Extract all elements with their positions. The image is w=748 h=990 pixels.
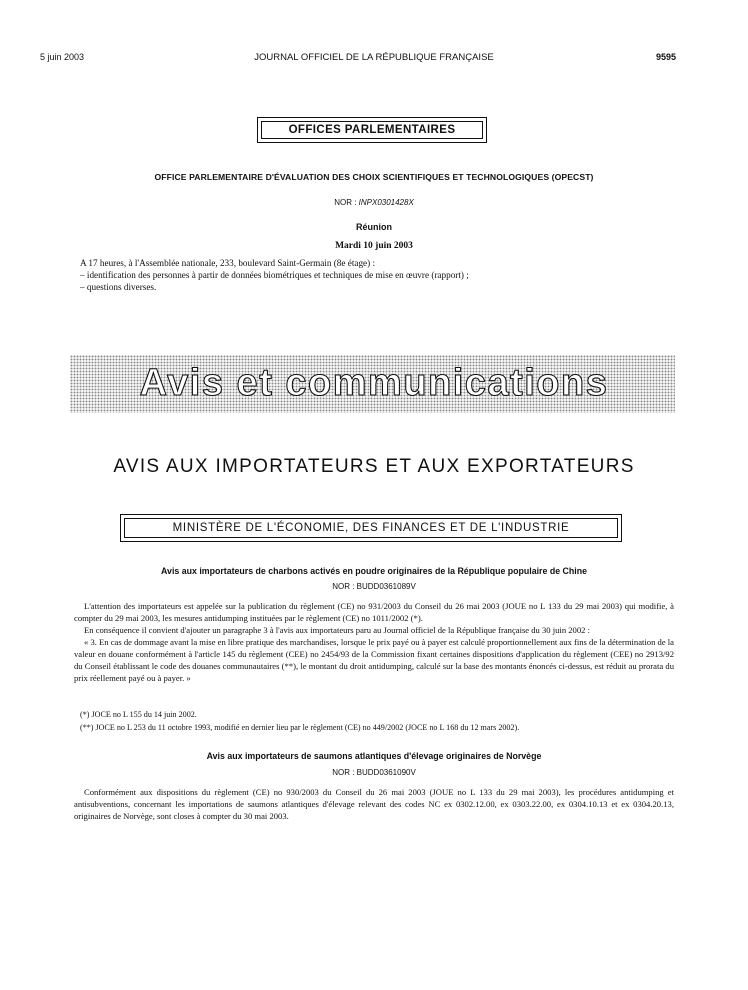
meeting-agenda bbox=[80, 257, 680, 293]
journal-title: JOURNAL OFFICIEL DE LA RÉPUBLIQUE FRANÇAISE bbox=[254, 52, 494, 63]
article1-nor: NOR : BUDD0361089V bbox=[332, 582, 416, 591]
nor-label: NOR : bbox=[334, 198, 359, 207]
article2-body bbox=[74, 786, 674, 822]
ministry-box bbox=[120, 514, 622, 542]
page-number: 9595 bbox=[655, 52, 676, 62]
paragraph: Conformément aux dispositions du règlement (CE) no 930/2003 du Conseil du 26 mai 2003 (JOUE no L 133 du 29 mai 2003), les procédures antidumping et antisubventions, concernant les importations de saumons atlantiques d'élevage relevant des codes NC ex 0302.12.00, ex 0303.22.00, ex 0304.10.13 et ex 0304.20.13, originaires de Norvège, sont closes à compter du 30 mai 2003. bbox=[74, 787, 674, 821]
footnote: (**) JOCE no L 253 du 11 octobre 1993, modifié en dernier lieu par le règlement (CE) no 449/2002 (JOCE no L 168 du 12 mars 2002). bbox=[80, 722, 520, 732]
office-nor bbox=[0, 198, 748, 207]
banner-title: Avis et communications bbox=[139, 362, 609, 404]
agenda-line: A 17 heures, à l'Assemblée nationale, 233, boulevard Saint-Germain (8e étage) : bbox=[80, 258, 376, 268]
agenda-line: – identification des personnes à partir de données biométriques et techniques de mise en œuvre (rapport) ; bbox=[80, 270, 469, 280]
footnote: (*) JOCE no L 155 du 14 juin 2002. bbox=[80, 710, 197, 719]
agenda-line: – questions diverses. bbox=[80, 282, 157, 292]
meeting-date: Mardi 10 juin 2003 bbox=[335, 241, 413, 251]
section-title: OFFICES PARLEMENTAIRES bbox=[261, 121, 483, 139]
paragraph: En conséquence il convient d'ajouter un paragraphe 3 à l'avis aux importateurs paru au Journal officiel de la République française du 30 juin 2002 : bbox=[84, 625, 590, 635]
avis-heading: AVIS AUX IMPORTATEURS ET AUX EXPORTATEURS bbox=[113, 456, 635, 477]
article1-title: Avis aux importateurs de charbons activés en poudre originaires de la République populaire de Chine bbox=[161, 566, 587, 576]
ministry-title: MINISTÈRE DE L'ÉCONOMIE, DES FINANCES ET DE L'INDUSTRIE bbox=[124, 518, 618, 538]
meeting-label: Réunion bbox=[356, 222, 392, 232]
office-title: OFFICE PARLEMENTAIRE D'ÉVALUATION DES CHOIX SCIENTIFIQUES ET TECHNOLOGIQUES (OPECST) bbox=[154, 172, 594, 182]
paragraph: L'attention des importateurs est appelée sur la publication du règlement (CE) no 931/2003 du Conseil du 26 mai 2003 (JOUE no L 133 du 29 mai 2003) qui modifie, à compter du 29 mai 2003, les mesures antidumping instituées par le règlement (CE) no 1011/2002 (*). bbox=[74, 601, 674, 623]
nor-code: INPX0301428X bbox=[358, 198, 414, 207]
article1-body bbox=[74, 600, 674, 684]
article2-title: Avis aux importateurs de saumons atlantiques d'élevage originaires de Norvège bbox=[206, 751, 542, 761]
section-title-box bbox=[257, 117, 487, 143]
article2-nor: NOR : BUDD0361090V bbox=[332, 768, 416, 777]
footnotes bbox=[80, 709, 680, 734]
paragraph: « 3. En cas de dommage avant la mise en libre pratique des marchandises, lorsque le prix payé ou à payer est calculé proportionnellement aux fins de la détermination de la valeur en douane conformément à l'article 145 du règlement (CEE) no 2454/93 de la Commission fixant certaines dispositions d'application du règlement (CEE) no 2913/92 du Conseil établissant le code des douanes communautaires (**), le montant du droit antidumping, calculé sur la base des montants énoncés ci-dessus, est réduit au prorata du prix réellement payé ou à payer. » bbox=[74, 637, 674, 683]
header-date: 5 juin 2003 bbox=[40, 52, 85, 62]
